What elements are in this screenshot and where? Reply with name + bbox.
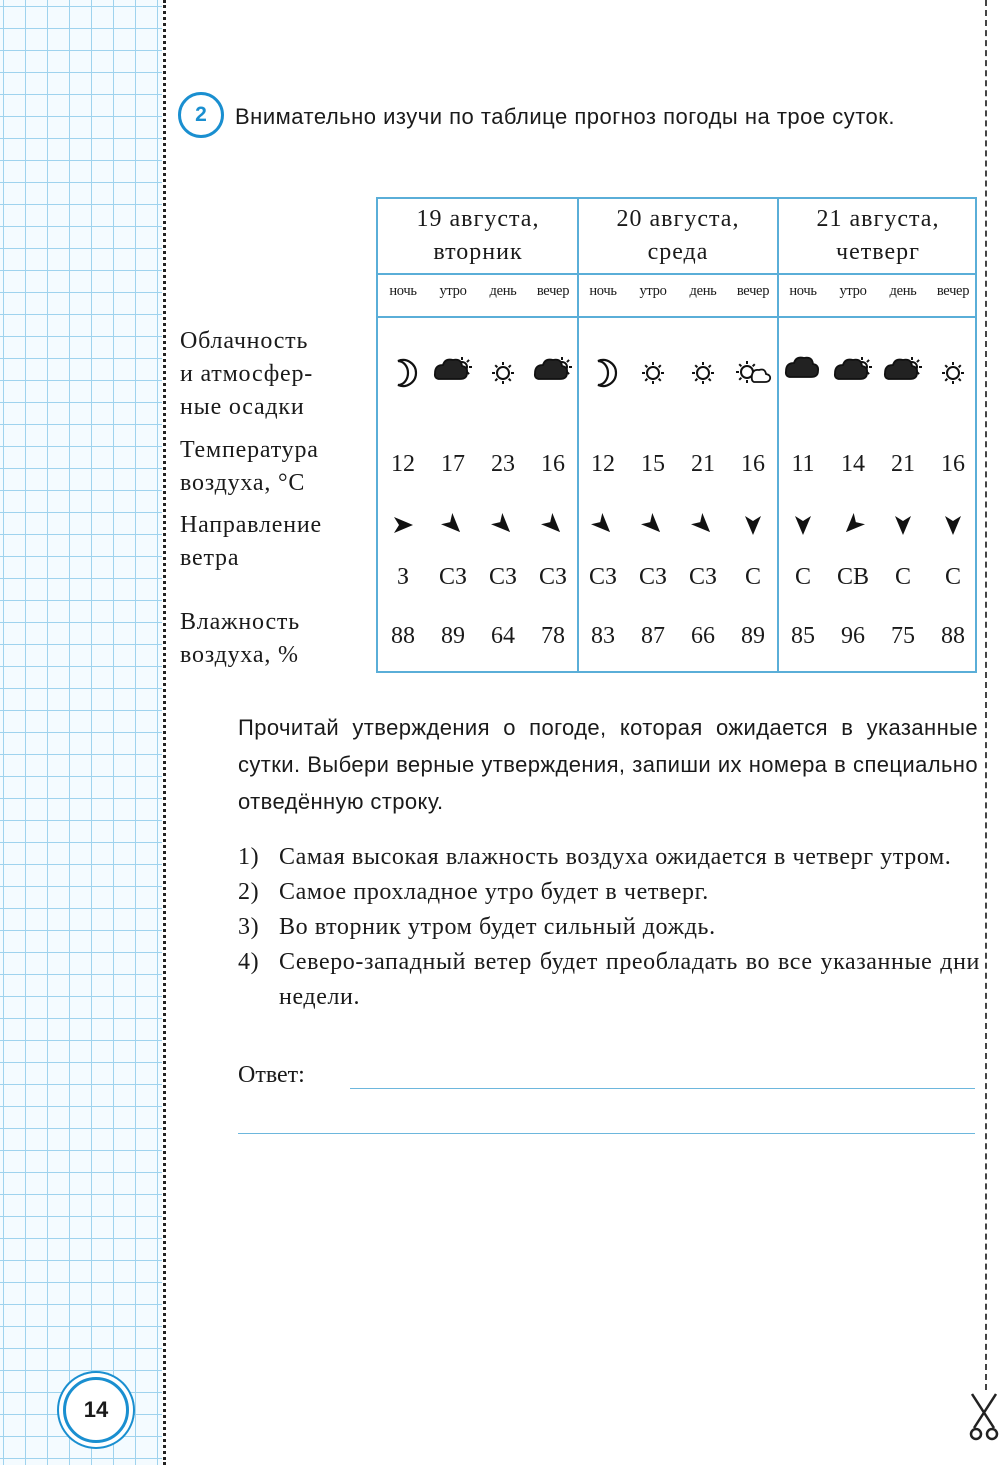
sun-icon bbox=[678, 351, 728, 395]
humidity-value: 78 bbox=[541, 623, 565, 649]
sun-icon bbox=[628, 351, 678, 395]
arrow-south-icon bbox=[878, 511, 928, 541]
answer-label: Ответ: bbox=[238, 1062, 305, 1088]
arrow-southeast-icon bbox=[478, 511, 528, 541]
period-label: ночь bbox=[589, 283, 617, 299]
wind-direction-value: С bbox=[894, 564, 911, 590]
arrow-south-icon bbox=[728, 511, 778, 541]
day-date: 20 августа, bbox=[616, 206, 740, 232]
temperature-value: 11 bbox=[791, 451, 815, 477]
wind-direction-value: СЗ bbox=[638, 564, 668, 590]
day-weekday: вторник bbox=[433, 239, 523, 265]
day-date: 21 августа, bbox=[816, 206, 940, 232]
humidity-value: 83 bbox=[591, 623, 615, 649]
period-label: утро bbox=[439, 283, 467, 299]
arrow-southeast-icon bbox=[578, 511, 628, 541]
period-label: утро bbox=[839, 283, 867, 299]
wind-direction-value: СВ bbox=[836, 564, 869, 590]
moon-icon bbox=[578, 351, 628, 395]
temperature-value: 16 bbox=[941, 451, 965, 477]
humidity-value: 87 bbox=[641, 623, 665, 649]
wind-direction-value: СЗ bbox=[488, 564, 518, 590]
wind-direction-value: З bbox=[396, 564, 410, 590]
temperature-value: 14 bbox=[841, 451, 865, 477]
row-label-line: воздуха, % bbox=[180, 642, 299, 668]
task-instruction: Внимательно изучи по таблице прогноз погоды на трое суток. bbox=[235, 104, 896, 129]
wind-direction-value: С bbox=[794, 564, 811, 590]
day-header bbox=[378, 203, 578, 273]
humidity-value: 66 bbox=[691, 623, 715, 649]
answer-input-line[interactable] bbox=[350, 1088, 975, 1089]
cloud-sun-icon bbox=[828, 351, 878, 395]
statement-text: Во вторник утром будет сильный дождь. bbox=[279, 914, 716, 940]
period-label: вечер bbox=[736, 283, 770, 299]
arrow-east-icon bbox=[378, 511, 428, 541]
moon-icon bbox=[378, 351, 428, 395]
sun-icon bbox=[478, 351, 528, 395]
wind-direction-value: С bbox=[744, 564, 761, 590]
row-label-temperature bbox=[180, 434, 319, 500]
row-label-line: и атмосфер- bbox=[180, 361, 314, 387]
period-label: утро bbox=[639, 283, 667, 299]
wind-direction-value: СЗ bbox=[538, 564, 568, 590]
period-label: день bbox=[889, 283, 917, 299]
period-label: ночь bbox=[789, 283, 817, 299]
weather-forecast-table bbox=[376, 197, 977, 673]
arrow-southeast-icon bbox=[528, 511, 578, 541]
cut-line bbox=[985, 0, 987, 1390]
statement-text: Самая высокая влажность воздуха ожидается в четверг утром. bbox=[279, 844, 952, 870]
humidity-value: 75 bbox=[891, 623, 915, 649]
page-number: 14 bbox=[63, 1377, 129, 1443]
row-label-humidity bbox=[180, 606, 300, 672]
table-divider bbox=[378, 273, 975, 275]
cloud-sun-icon bbox=[878, 351, 928, 395]
row-label-wind bbox=[180, 509, 322, 575]
statement-number: 3) bbox=[238, 914, 260, 940]
temperature-value: 21 bbox=[891, 451, 915, 477]
humidity-value: 89 bbox=[741, 623, 765, 649]
answer-input-line[interactable] bbox=[238, 1133, 975, 1134]
temperature-value: 12 bbox=[391, 451, 415, 477]
row-label-line: ветра bbox=[180, 545, 240, 571]
period-label: день bbox=[689, 283, 717, 299]
statement-item bbox=[238, 840, 980, 875]
cloud-sun-icon bbox=[528, 351, 578, 395]
arrow-southwest-icon bbox=[828, 511, 878, 541]
statement-item bbox=[238, 910, 980, 945]
day-header bbox=[578, 203, 778, 273]
day-date: 19 августа, bbox=[416, 206, 540, 232]
statement-text: Северо-западный ветер будет преобладать во все указанные дни недели. bbox=[279, 949, 980, 1010]
margin-dotted-line bbox=[163, 0, 166, 1465]
wind-direction-value: СЗ bbox=[588, 564, 618, 590]
temperature-value: 12 bbox=[591, 451, 615, 477]
statement-text: Самое прохладное утро будет в четверг. bbox=[279, 879, 709, 905]
arrow-southeast-icon bbox=[628, 511, 678, 541]
humidity-value: 89 bbox=[441, 623, 465, 649]
temperature-value: 21 bbox=[691, 451, 715, 477]
day-weekday: четверг bbox=[836, 239, 920, 265]
day-weekday: среда bbox=[647, 239, 709, 265]
humidity-value: 88 bbox=[941, 623, 965, 649]
temperature-value: 15 bbox=[641, 451, 665, 477]
period-label: ночь bbox=[389, 283, 417, 299]
statement-number: 1) bbox=[238, 844, 260, 870]
row-label-line: Облачность bbox=[180, 328, 309, 354]
statement-item bbox=[238, 945, 980, 1015]
statement-item bbox=[238, 875, 980, 910]
wind-direction-value: СЗ bbox=[688, 564, 718, 590]
row-label-cloudiness bbox=[180, 325, 313, 424]
table-divider bbox=[378, 316, 975, 318]
humidity-value: 64 bbox=[491, 623, 515, 649]
arrow-south-icon bbox=[928, 511, 978, 541]
row-label-line: Температура bbox=[180, 437, 319, 463]
humidity-value: 85 bbox=[791, 623, 815, 649]
humidity-value: 96 bbox=[841, 623, 865, 649]
temperature-value: 17 bbox=[441, 451, 465, 477]
statement-number: 4) bbox=[238, 949, 260, 975]
cloud-sun-icon bbox=[428, 351, 478, 395]
arrow-south-icon bbox=[778, 511, 828, 541]
row-label-line: Направление bbox=[180, 512, 322, 538]
temperature-value: 23 bbox=[491, 451, 515, 477]
grid-margin bbox=[0, 0, 162, 1465]
statements-list bbox=[238, 840, 980, 1015]
temperature-value: 16 bbox=[541, 451, 565, 477]
sun-icon bbox=[928, 351, 978, 395]
row-label-line: ные осадки bbox=[180, 394, 305, 420]
scissors-icon bbox=[968, 1392, 1000, 1442]
day-header bbox=[778, 203, 978, 273]
arrow-southeast-icon bbox=[428, 511, 478, 541]
row-label-line: Влажность bbox=[180, 609, 300, 635]
row-label-line: воздуха, °C bbox=[180, 470, 306, 496]
wind-direction-value: С bbox=[944, 564, 961, 590]
statement-number: 2) bbox=[238, 879, 260, 905]
wind-direction-value: СЗ bbox=[438, 564, 468, 590]
cloud-icon bbox=[778, 351, 828, 395]
temperature-value: 16 bbox=[741, 451, 765, 477]
period-label: вечер bbox=[936, 283, 970, 299]
period-label: день bbox=[489, 283, 517, 299]
humidity-value: 88 bbox=[391, 623, 415, 649]
task-number-badge: 2 bbox=[178, 92, 224, 138]
period-label: вечер bbox=[536, 283, 570, 299]
sun-cloud-light-icon bbox=[728, 351, 778, 395]
statements-intro: Прочитай утверждения о погоде, которая ожидается в указанные сутки. Выбери верные утверждения, запиши их номера в специально отведённую строку. bbox=[238, 715, 978, 814]
arrow-southeast-icon bbox=[678, 511, 728, 541]
